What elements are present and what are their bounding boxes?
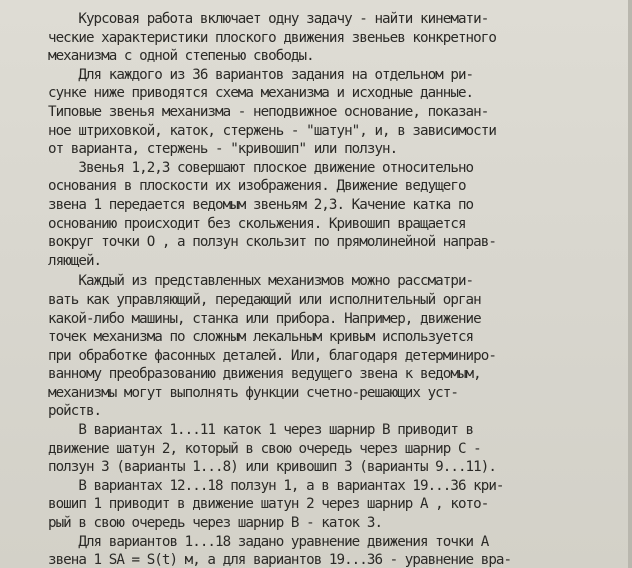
text-line: звена 1 передается ведомым звеньям 2,3. Качение катка по [48, 196, 474, 213]
text-line: ползун 3 (варианты 1...8) или кривошип 3 (варианты 9...11). [48, 459, 496, 476]
text-line: вать как управляющий, передающий или исполнительный орган [48, 291, 481, 308]
document-body [48, 10, 608, 568]
text-line: В вариантах 1...11 каток 1 через шарнир B приводит в [48, 422, 474, 439]
text-line: Курсовая работа включает одну задачу - найти кинемати- [48, 11, 489, 27]
text-line: Для вариантов 1...18 задано уравнение движения точки A [48, 533, 489, 550]
text-line: ройств. [48, 403, 102, 420]
text-line: В вариантах 12...18 ползун 1, а в вариантах 19...36 кри- [48, 477, 504, 494]
text-line: какой-либо машины, станка или прибора. Например, движение [48, 310, 481, 327]
text-line: механизмы могут выполнять функции счетно-решающих уст- [48, 384, 458, 401]
text-line: ванному преобразованию движения ведущего звена к ведомым, [48, 366, 481, 383]
text-line: Для каждого из 36 вариантов задания на отдельном ри- [48, 66, 474, 83]
text-line: ческие характеристики плоского движения звеньев конкретного [48, 29, 496, 46]
text-line: звена 1 SA = S(t) м, а для вариантов 19...36 - уравнение вра- [48, 552, 512, 568]
text-line: сунке ниже приводятся схема механизма и исходные данные. [48, 85, 474, 102]
text-line: точек механизма по сложным лекальным кривым используется [48, 329, 474, 346]
text-line: от варианта, стержень - "кривошип" или ползун. [48, 141, 398, 158]
text-line: Каждый из представленных механизмов можно рассматри- [48, 273, 474, 290]
page-edge [628, 0, 632, 568]
text-line: ное штриховкой, каток, стержень - "шатун", и, в зависимости [48, 122, 496, 139]
text-line: вокруг точки O , а ползун скользит по прямолинейной направ- [48, 234, 496, 251]
text-line: основанию происходит без скольжения. Кривошип вращается [48, 215, 466, 232]
text-line: при обработке фасонных деталей. Или, благодаря детерминиро- [48, 347, 496, 364]
text-line: рый в свою очередь через шарнир B - каток 3. [48, 515, 383, 532]
text-line: вошип 1 приводит в движение шатун 2 через шарнир A , кото- [48, 496, 489, 513]
text-line: Звенья 1,2,3 совершают плоское движение относительно [48, 159, 474, 176]
text-line: Типовые звенья механизма - неподвижное основание, показан- [48, 103, 489, 120]
text-line: основания в плоскости их изображения. Движение ведущего [48, 178, 466, 195]
text-line: движение шатун 2, который в свою очередь через шарнир C - [48, 440, 481, 457]
text-line: механизма с одной степенью свободы. [48, 48, 314, 65]
text-line: ляющей. [48, 252, 102, 269]
